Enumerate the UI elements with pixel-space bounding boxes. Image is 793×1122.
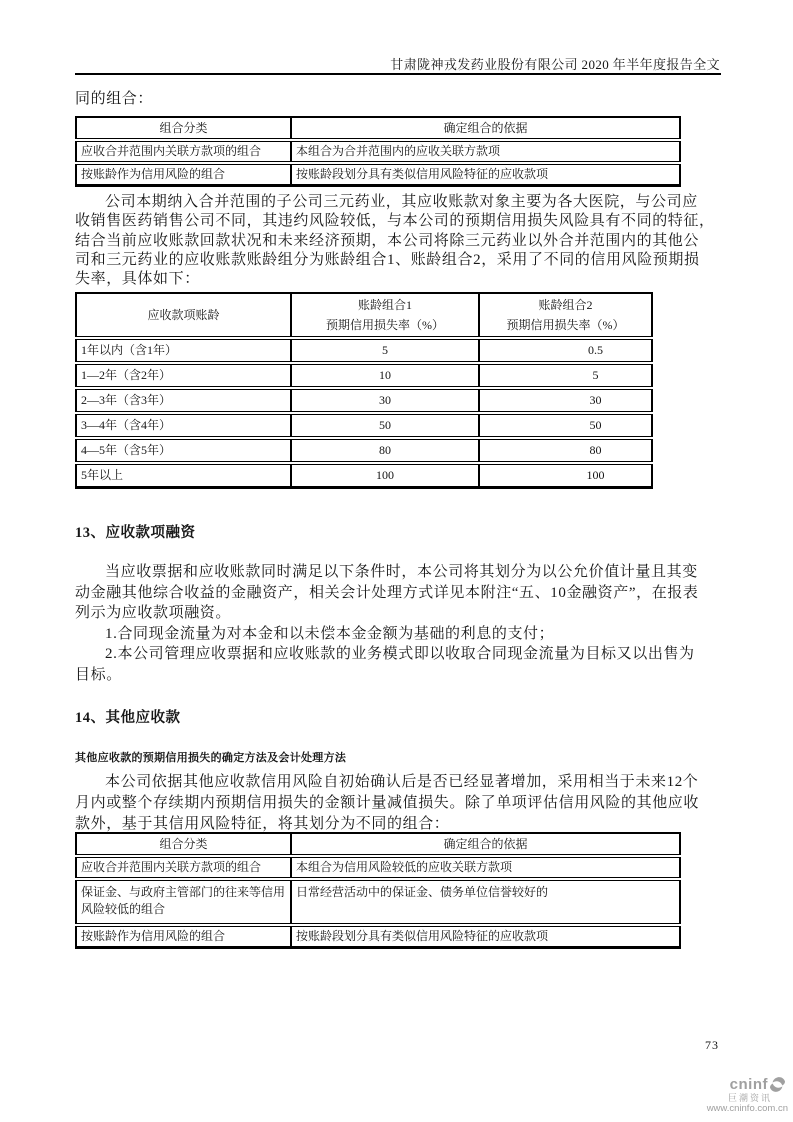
section-13-paragraph (75, 562, 723, 686)
aging-loss-rate-table (75, 292, 653, 489)
table-row (76, 925, 680, 948)
table-row (76, 140, 680, 163)
table-header-cell: 应收款项账龄 (76, 293, 291, 338)
table-cell: 按账龄作为信用风险的组合 (76, 163, 291, 186)
page-number: 73 (705, 1038, 719, 1052)
table-cell: 2—3年（含3年） (76, 388, 291, 413)
table-row (76, 879, 680, 925)
table-row (76, 363, 652, 388)
table-cell: 3—4年（含4年） (76, 413, 291, 438)
header-rule (75, 73, 721, 75)
table-cell: 4—5年（含5年） (76, 438, 291, 463)
table-cell: 按账龄段划分具有类似信用风险特征的应收款项 (291, 163, 680, 186)
table-header-row (76, 293, 652, 338)
table-header-cell: 组合分类 (76, 117, 291, 140)
paragraph-line: 当应收票据和应收账款同时满足以下条件时，本公司将其划分为以公允价值计量且其变 (105, 564, 698, 580)
table-header-cell: 确定组合的依据 (291, 117, 680, 140)
paragraph-line: 动金融其他综合收益的金融资产，相关会计处理方式详见本附注“五、10金融资产”，在报表 (75, 584, 699, 601)
table-cell: 应收合并范围内关联方款项的组合 (76, 140, 291, 163)
table-row (76, 463, 652, 488)
paragraph-line: 公司本期纳入合并范围的子公司三元药业，其应收账款对象主要为各大医院，与公司应 (105, 194, 698, 210)
table-cell: 50 (291, 413, 479, 438)
table-row (76, 163, 680, 186)
paragraph-line: 司和三元药业的应收账款账龄组分为账龄组合1、账龄组合2，采用了不同的信用风险预期损 (75, 251, 700, 268)
paragraph-line: 结合当前应收账款回款状况和未来经济预期，本公司将除三元药业以外合并范围内的其他公 (75, 232, 700, 249)
cninfo-url: www.cninfo.com.cn (706, 1103, 788, 1114)
table-cell: 100 (291, 463, 479, 488)
table-cell: 80 (291, 438, 479, 463)
list-item-line: 2.本公司管理应收票据和应收账款的业务模式即以收取合同现金流量为目标又以出售为 (105, 646, 695, 663)
table-cell: 本组合为信用风险较低的应收关联方款项 (291, 856, 680, 879)
table-cell: 0.5 (479, 338, 652, 363)
paragraph-subsidiary-note (75, 193, 723, 289)
cninfo-logo (702, 1076, 788, 1115)
table-row (76, 438, 652, 463)
table-cell: 保证金、与政府主管部门的往来等信用风险较低的组合 (76, 879, 291, 925)
table-cell: 30 (479, 388, 652, 413)
cninfo-logo-row (702, 1076, 788, 1093)
table-cell: 日常经营活动中的保证金、债务单位信誉较好的 (291, 879, 680, 925)
table-header-cell: 组合分类 (76, 833, 291, 856)
other-receivables-portfolio-table (75, 832, 681, 949)
receivables-portfolio-table (75, 116, 681, 187)
paragraph-line: 本公司依据其他应收款信用风险自初始确认后是否已经显著增加，采用相当于未来12个 (105, 774, 699, 790)
paragraph-line: 收销售医药销售公司不同，其违约风险较低，与本公司的预期信用损失风险具有不同的特征， (75, 213, 715, 230)
table-header-row (76, 117, 680, 140)
header-group-title: 账龄组合1 (357, 298, 412, 312)
table-row (76, 338, 652, 363)
table-row (76, 388, 652, 413)
table-cell: 10 (291, 363, 479, 388)
table-cell: 100 (479, 463, 652, 488)
paragraph-line: 款外，基于其信用风险特征，将其划分为不同的组合： (75, 815, 450, 832)
table-cell: 应收合并范围内关联方款项的组合 (76, 856, 291, 879)
table-cell: 按账龄作为信用风险的组合 (76, 925, 291, 948)
table-cell: 按账龄段划分具有类似信用风险特征的应收款项 (291, 925, 680, 948)
table-cell: 50 (479, 413, 652, 438)
cninfo-swirl-icon (769, 1076, 786, 1093)
paragraph-line: 失率，具体如下： (75, 271, 200, 288)
header-group-subtitle: 预期信用损失率（%） (506, 318, 625, 332)
table-header-cell: 确定组合的依据 (291, 833, 680, 856)
table-cell: 30 (291, 388, 479, 413)
header-group-subtitle: 预期信用损失率（%） (326, 318, 444, 332)
section-13-heading: 13、应收款项融资 (75, 525, 196, 541)
table-header-cell (479, 293, 652, 338)
table-cell: 5 (291, 338, 479, 363)
section-14-paragraph (75, 772, 723, 834)
intro-continuation-line: 同的组合： (75, 91, 154, 107)
table-cell: 本组合为合并范围内的应收关联方款项 (291, 140, 680, 163)
table-cell: 80 (479, 438, 652, 463)
header-group-title: 账龄组合2 (538, 298, 593, 312)
cninfo-brand-chinese: 巨潮资讯 (727, 1093, 772, 1103)
table-cell: 5年以上 (76, 463, 291, 488)
page-header-title: 甘肃陇神戎发药业股份有限公司 2020 年半年度报告全文 (390, 57, 720, 72)
paragraph-line: 目标。 (75, 666, 122, 683)
list-item-line: 1.合同现金流量为对本金和以未偿本金金额为基础的利息的支付； (105, 625, 555, 642)
table-row (76, 413, 652, 438)
cninfo-brand-text: cninf (729, 1075, 768, 1093)
section-14-heading: 14、其他应收款 (75, 710, 181, 726)
table-cell: 1—2年（含2年） (76, 363, 291, 388)
paragraph-line: 月内或整个存续期内预期信用损失的金额计量减值损失。除了单项评估信用风险的其他应收 (75, 794, 700, 811)
section-14-subheading: 其他应收款的预期信用损失的确定方法及会计处理方法 (75, 752, 347, 764)
table-cell: 5 (479, 363, 652, 388)
paragraph-line: 列示为应收款项融资。 (75, 605, 232, 622)
table-header-cell (291, 293, 479, 338)
table-row (76, 856, 680, 879)
table-cell: 1年以内（含1年） (76, 338, 291, 363)
table-header-row (76, 833, 680, 856)
